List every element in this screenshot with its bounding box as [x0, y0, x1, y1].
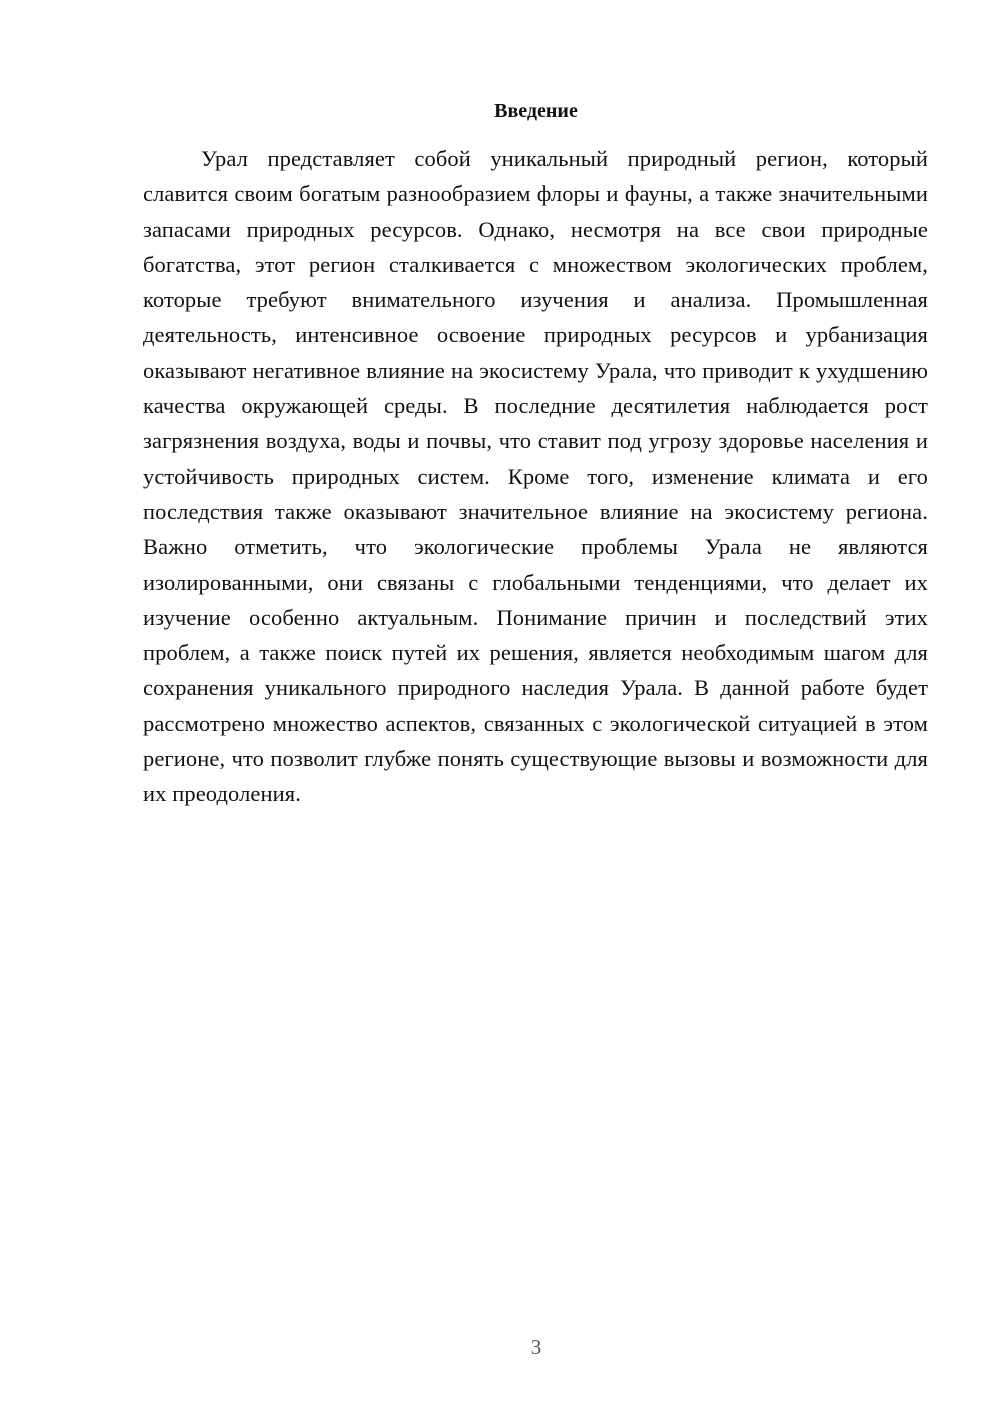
section-heading: Введение [494, 100, 578, 122]
page-number: 3 [530, 1335, 542, 1359]
introduction-paragraph: Урал представляет собой уникальный природный регион, который славится своим богатым разнообразием флоры и фауны, а также значительными запасами природных ресурсов. Однако, несмотря на все свои природные богатства, этот регион сталкивается с множеством экологических проблем, которые требуют внимательного изучения и анализа. Промышленная деятельность, интенсивное освоение природных ресурсов и урбанизация оказывают негативное влияние на экосистему Урала, что приводит к ухудшению качества окружающей среды. В последние десятилетия наблюдается рост загрязнения воздуха, воды и почвы, что ставит под угрозу здоровье населения и устойчивость природных систем. Кроме того, изменение климата и его последствия также оказывают значительное влияние на экосистему региона. Важно отметить, что экологические проблемы Урала не являются изолированными, они связаны с глобальными тенденциями, что делает их изучение особенно актуальным. Понимание причин и последствий этих проблем, а также поиск путей их решения, является необходимым шагом для сохранения уникального природного наследия Урала. В данной работе будет рассмотрено множество аспектов, связанных с экологической ситуацией в этом регионе, что позволит глубже понять существующие вызовы и возможности для их преодоления. [143, 146, 928, 807]
